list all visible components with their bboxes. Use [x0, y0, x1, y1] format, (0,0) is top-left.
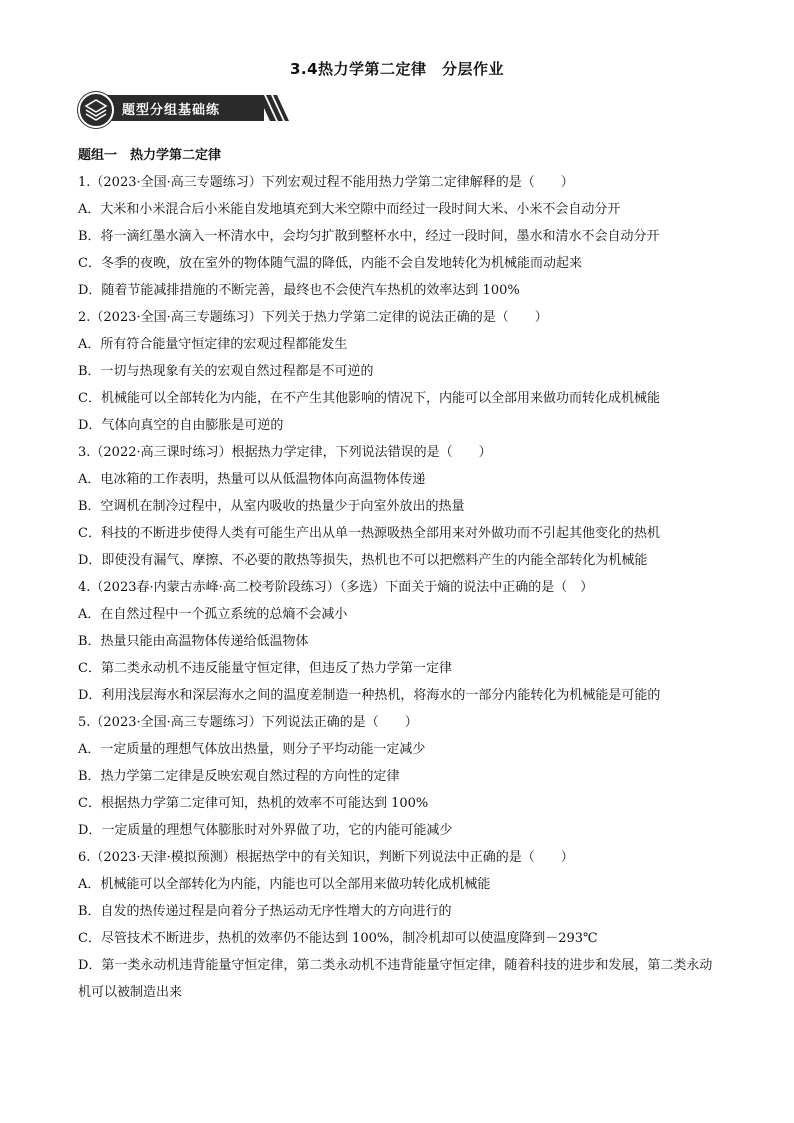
- question-list: [78, 142, 718, 1006]
- page-title: 3.4热力学第二定律 分层作业: [289, 60, 505, 78]
- question-stem: 4.（2023春·内蒙古赤峰·高二校考阶段练习）（多选）下面关于熵的说法中正确的是（ ）: [78, 580, 594, 595]
- question-stem: 1.（2023·全国·高三专题练习）下列宏观过程不能用热力学第二定律解释的是（ ）: [78, 175, 574, 190]
- question-6: [78, 844, 718, 1006]
- option-d: D．一定质量的理想气体膨胀时对外界做了功，它的内能可能减少: [78, 823, 453, 838]
- option-b: B．自发的热传递过程是向着分子热运动无序性增大的方向进行的: [78, 904, 452, 919]
- question-stem: 3.（2022·高三课时练习）根据热力学定律，下列说法错误的是（ ）: [78, 445, 492, 460]
- banner-label: 题型分组基础练: [122, 103, 221, 118]
- question-1: [78, 169, 718, 304]
- option-a: A．大米和小米混合后小米能自发地填充到大米空隙中而经过一段时间大米、小米不会自动分开: [78, 202, 621, 217]
- option-b: B．热量只能由高温物体传递给低温物体: [78, 634, 309, 649]
- question-stem: 2.（2023·全国·高三专题练习）下列关于热力学第二定律的说法正确的是（ ）: [78, 310, 548, 325]
- option-a: A．电冰箱的工作表明，热量可以从低温物体向高温物体传递: [78, 472, 426, 487]
- question-5: [78, 709, 718, 844]
- option-c: C．机械能可以全部转化为内能，在不产生其他影响的情况下，内能可以全部用来做功而转化成机械能: [78, 391, 660, 406]
- option-a: A．在自然过程中一个孤立系统的总熵不会减小: [78, 607, 348, 622]
- layers-icon: [78, 92, 114, 128]
- question-stem: 5.（2023·全国·高三专题练习）下列说法正确的是（ ）: [78, 715, 418, 730]
- group-title: 题组一 热力学第二定律: [78, 148, 222, 163]
- option-d: D．利用浅层海水和深层海水之间的温度差制造一种热机，将海水的一部分内能转化为机械能是可能的: [78, 688, 661, 703]
- option-b: B．将一滴红墨水滴入一杯清水中，会均匀扩散到整杯水中，经过一段时间，墨水和清水不会自动分开: [78, 229, 660, 244]
- option-c: C．尽管技术不断进步，热机的效率仍不能达到 100%，制冷机却可以使温度降到－293℃: [78, 931, 598, 946]
- section-banner: [78, 92, 290, 124]
- question-stem: 6.（2023·天津·模拟预测）根据热学中的有关知识，判断下列说法中正确的是（ ）: [78, 850, 574, 865]
- option-d: D．第一类永动机违背能量守恒定律，第二类永动机不违背能量守恒定律，随着科技的进步和发展，第二类永动机可以被制造出来: [78, 958, 713, 1000]
- option-b: B．空调机在制冷过程中，从室内吸收的热量少于向室外放出的热量: [78, 499, 465, 514]
- option-c: C．根据热力学第二定律可知，热机的效率不可能达到 100%: [78, 796, 429, 811]
- option-c: C．科技的不断进步使得人类有可能生产出从单一热源吸热全部用来对外做功而不引起其他变化的热机: [78, 526, 660, 541]
- option-a: A．所有符合能量守恒定律的宏观过程都能发生: [78, 337, 348, 352]
- option-a: A．一定质量的理想气体放出热量，则分子平均动能一定减少: [78, 742, 426, 757]
- option-c: C．冬季的夜晚，放在室外的物体随气温的降低，内能不会自发地转化为机械能而动起来: [78, 256, 582, 271]
- option-d: D．即使没有漏气、摩擦、不必要的散热等损失，热机也不可以把燃料产生的内能全部转化为机械能: [78, 553, 648, 568]
- question-2: [78, 304, 718, 439]
- option-d: D．气体向真空的自由膨胀是可逆的: [78, 418, 284, 433]
- option-d: D．随着节能减排措施的不断完善，最终也不会使汽车热机的效率达到 100%: [78, 283, 520, 298]
- question-4: [78, 574, 718, 709]
- question-3: [78, 439, 718, 574]
- option-a: A．机械能可以全部转化为内能，内能也可以全部用来做功转化成机械能: [78, 877, 491, 892]
- banner-stripes-icon: [258, 95, 292, 121]
- option-b: B．一切与热现象有关的宏观自然过程都是不可逆的: [78, 364, 374, 379]
- option-c: C．第二类永动机不违反能量守恒定律，但违反了热力学第一定律: [78, 661, 452, 676]
- option-b: B．热力学第二定律是反映宏观自然过程的方向性的定律: [78, 769, 400, 784]
